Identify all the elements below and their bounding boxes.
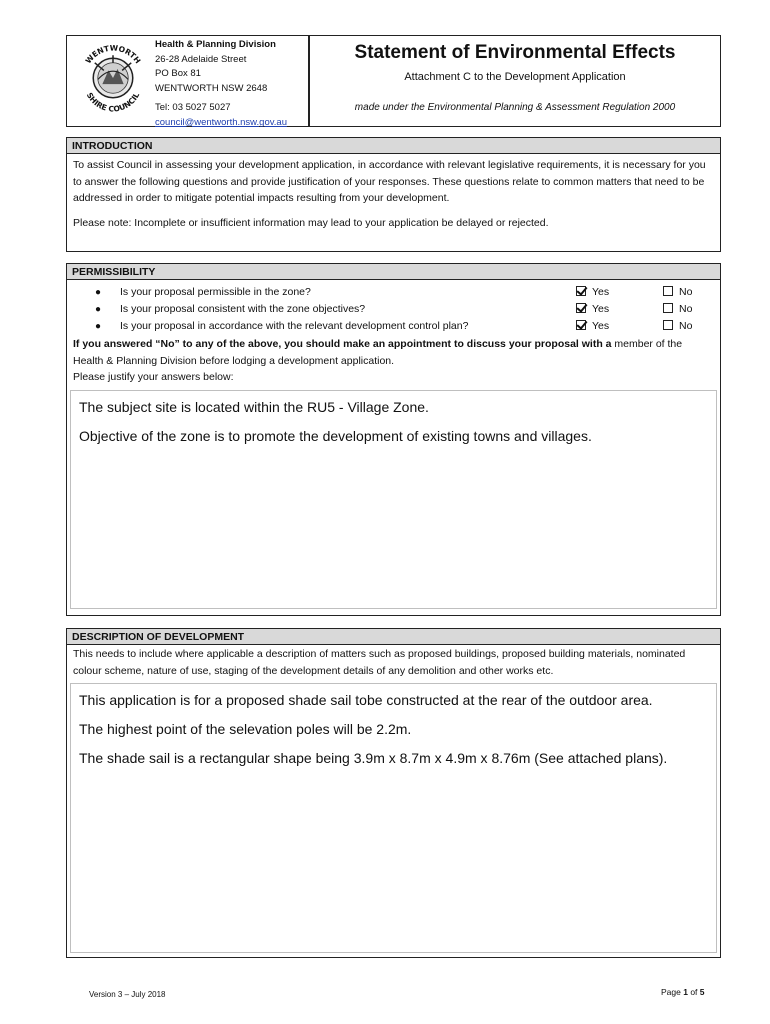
- permissibility-body: [67, 280, 720, 386]
- permissibility-answer-field[interactable]: [70, 390, 717, 609]
- council-block: [67, 36, 310, 126]
- bullet-icon: ●: [95, 304, 102, 315]
- introduction-section: [66, 137, 721, 252]
- description-section: [66, 628, 721, 958]
- yes-option[interactable]: Yes: [576, 318, 609, 335]
- checkbox-icon[interactable]: [663, 320, 673, 330]
- no-option[interactable]: No: [663, 318, 692, 335]
- council-email-link[interactable]: council@wentworth.nsw.gov.au: [155, 116, 287, 128]
- council-tel: Tel: 03 5027 5027: [155, 102, 231, 113]
- yes-option[interactable]: Yes: [576, 284, 609, 301]
- checked-checkbox-icon[interactable]: [576, 286, 586, 296]
- description-instructions: This needs to include where applicable a description of matters such as proposed buildings, proposed building materials, nominated colour scheme, nature of use, staging of the development details of any demolition and other works etc.: [73, 648, 686, 677]
- warning-bold-text: If you answered “No” to any of the above, you should make an appointment to discuss your proposal with a: [73, 338, 612, 350]
- document-subtitle: Attachment C to the Development Application: [404, 71, 626, 83]
- council-contact: [155, 38, 287, 130]
- council-logo-icon: [75, 40, 151, 116]
- introduction-paragraph: To assist Council in assessing your development application, in accordance with relevant legislative requirements, it is necessary for you to answer the following questions and provide justification of your responses. These questions relate to common matters that need to be addressed in order to mitigate potential impacts resulting from your development.: [73, 159, 706, 204]
- answer-line: The subject site is located within the RU5 - Village Zone.: [79, 398, 429, 415]
- answer-line: Objective of the zone is to promote the development of existing towns and villages.: [79, 427, 592, 444]
- document-header: [66, 35, 721, 127]
- justify-prompt: Please justify your answers below:: [73, 371, 234, 383]
- question-text: Is your proposal in accordance with the relevant development control plan?: [120, 320, 469, 332]
- council-town: WENTWORTH NSW 2648: [155, 82, 268, 94]
- no-option[interactable]: No: [663, 284, 692, 301]
- question-row: [73, 318, 714, 335]
- checked-checkbox-icon[interactable]: [576, 303, 586, 313]
- checked-checkbox-icon[interactable]: [576, 320, 586, 330]
- permissibility-section: [66, 263, 721, 616]
- svg-text:SHIRE COUNCIL: SHIRE COUNCIL: [84, 90, 142, 114]
- permissibility-warning: [73, 336, 714, 369]
- document-regulation: made under the Environmental Planning & Assessment Regulation 2000: [354, 102, 676, 113]
- svg-text:WENTWORTH: WENTWORTH: [83, 43, 143, 66]
- document-title: Statement of Environmental Effects: [354, 42, 676, 63]
- description-answer-field[interactable]: [70, 683, 717, 953]
- introduction-body: [67, 154, 720, 242]
- bullet-icon: ●: [95, 321, 102, 332]
- answer-line: The highest point of the selevation poles will be 2.2m.: [79, 721, 412, 737]
- council-street: 26-28 Adelaide Street: [155, 53, 247, 65]
- page-number: Page 1 of 5: [661, 987, 705, 997]
- version-label: Version 3 – July 2018: [89, 990, 166, 999]
- question-text: Is your proposal permissible in the zone?: [120, 286, 311, 298]
- introduction-note: Please note: Incomplete or insufficient information may lead to your application be delayed or rejected.: [73, 216, 549, 229]
- council-po-box: PO Box 81: [155, 68, 201, 79]
- checkbox-icon[interactable]: [663, 303, 673, 313]
- question-text: Is your proposal consistent with the zone objectives?: [120, 303, 366, 315]
- no-option[interactable]: No: [663, 301, 692, 318]
- answer-line: This application is for a proposed shade sail tobe constructed at the rear of the outdoor area.: [79, 692, 653, 708]
- introduction-heading: INTRODUCTION: [67, 138, 720, 154]
- warning-text: member of the Health & Planning Division before lodging a development application.: [73, 338, 683, 367]
- permissibility-heading: PERMISSIBILITY: [67, 264, 720, 280]
- yes-option[interactable]: Yes: [576, 301, 609, 318]
- council-division: Health & Planning Division: [155, 39, 276, 50]
- answer-line: The shade sail is a rectangular shape being 3.9m x 8.7m x 4.9m x 8.76m (See attached plans).: [79, 750, 668, 766]
- checkbox-icon[interactable]: [663, 286, 673, 296]
- description-heading: DESCRIPTION OF DEVELOPMENT: [67, 629, 720, 645]
- bullet-icon: ●: [95, 287, 102, 298]
- question-row: [73, 301, 714, 318]
- question-row: [73, 284, 714, 301]
- title-block: [310, 36, 720, 126]
